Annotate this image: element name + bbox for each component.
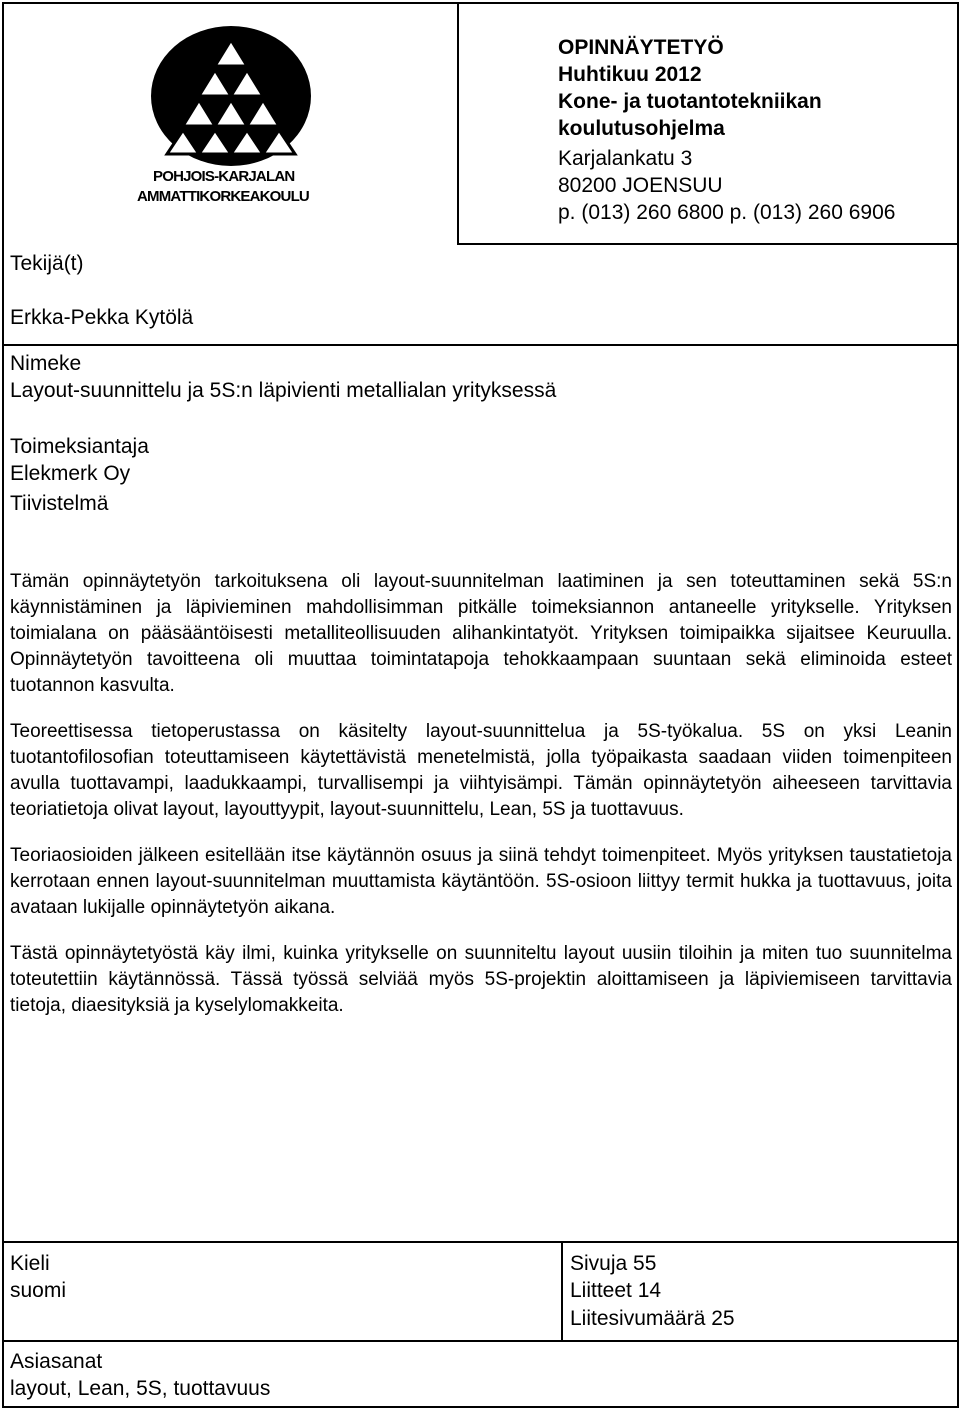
keywords-label: Asiasanat (10, 1350, 103, 1373)
logo-line2: AMMATTIKORKEAKOULU (137, 188, 309, 205)
language-label: Kieli (10, 1252, 50, 1275)
thesis-title: Layout-suunnittelu ja 5S:n läpivienti metallialan yrityksessä (10, 379, 557, 402)
abstract-paragraph-1: Tämän opinnäytetyön tarkoituksena oli layout-suunnitelman laatiminen ja sen toteuttaminen sekä 5S:n käynnistäminen ja läpivieminen mahdollisimman pitkälle toimeksiannon antaneelle yritykselle. Yrityksen toimialana on pääsääntöisesti metalliteollisuuden alihankintatyöt. Yrityksen toimipaikka sijaitsee Keuruulla. Opinnäytetyön tavoitteena oli muuttaa toimintatapoja tehokkaampaan suuntaan sekä eliminoida esteet tuotannon kasvulta. (10, 571, 952, 696)
footer-mid-line (2, 1340, 959, 1342)
logo-line1: POHJOIS-KARJALAN (153, 168, 295, 185)
address-city: 80200 JOENSUU (558, 174, 723, 197)
title-label: Nimeke (10, 352, 82, 375)
commissioner-name: Elekmerk Oy (10, 462, 131, 485)
author-label: Tekijä(t) (10, 252, 84, 275)
logo-emblem-icon (135, 22, 335, 172)
abstract-paragraph-2: Teoreettisessa tietoperustassa on käsitelty layout-suunnittelua ja 5S-työkalua. 5S on yksi Leanin tuotantofilosofian toteuttamiseen käytettävistä menetelmistä, jolla työpaikasta saadaan viiden toimenpiteen avulla tuottavampi, laadukkaampi, turvallisempi ja viihtyisämpi. Tämän opinnäytetyön aiheeseen tarvittavia teoriatietoja olivat layout, layouttyypit, layout-suunnittelu, Lean, 5S ja tuottavuus. (10, 721, 952, 820)
abstract-label: Tiivistelmä (10, 492, 109, 515)
program-line2: koulutusohjelma (558, 117, 725, 140)
keywords-value: layout, Lean, 5S, tuottavuus (10, 1377, 271, 1400)
doc-date: Huhtikuu 2012 (558, 63, 702, 86)
header-bottom-line (457, 243, 959, 245)
footer-divider (561, 1241, 563, 1341)
phone-numbers: p. (013) 260 6800 p. (013) 260 6906 (558, 201, 896, 224)
school-logo (135, 22, 335, 212)
commissioner-label: Toimeksiantaja (10, 435, 149, 458)
program-line1: Kone- ja tuotantotekniikan (558, 90, 822, 113)
abstract-paragraph-3: Teoriaosioiden jälkeen esitellään itse käytännön osuus ja siinä tehdyt toimenpiteet. Myös yrityksen taustatietoja kerrotaan ennen layout-suunnitelman muuttamista käytäntöön. 5S-osioon liittyy termit hukka ja tuottavuus, joita avataan lukijalle opinnäytetyön aikana. (10, 845, 952, 918)
page-count: Sivuja 55 (570, 1252, 657, 1275)
author-divider (2, 344, 959, 346)
appendix-count: Liitteet 14 (570, 1279, 662, 1302)
language-value: suomi (10, 1279, 67, 1302)
abstract-paragraph-4: Tästä opinnäytetyöstä käy ilmi, kuinka yritykselle on suunniteltu layout uusiin tiloihin ja miten tuo suunnitelma toteutettiin käytännössä. Tässä työssä selviää myös 5S-projektin aloittamiseen ja läpiviemiseen tarvittavia tietoja, diaesityksiä ja kyselylomakkeita. (10, 943, 952, 1016)
author-name: Erkka-Pekka Kytölä (10, 306, 194, 329)
abstract-body (10, 569, 952, 1039)
doc-type: OPINNÄYTETYÖ (558, 36, 724, 59)
footer-top-line (2, 1241, 959, 1243)
appendix-page-count: Liitesivumäärä 25 (570, 1307, 735, 1330)
header-divider (457, 2, 459, 244)
address-street: Karjalankatu 3 (558, 147, 693, 170)
